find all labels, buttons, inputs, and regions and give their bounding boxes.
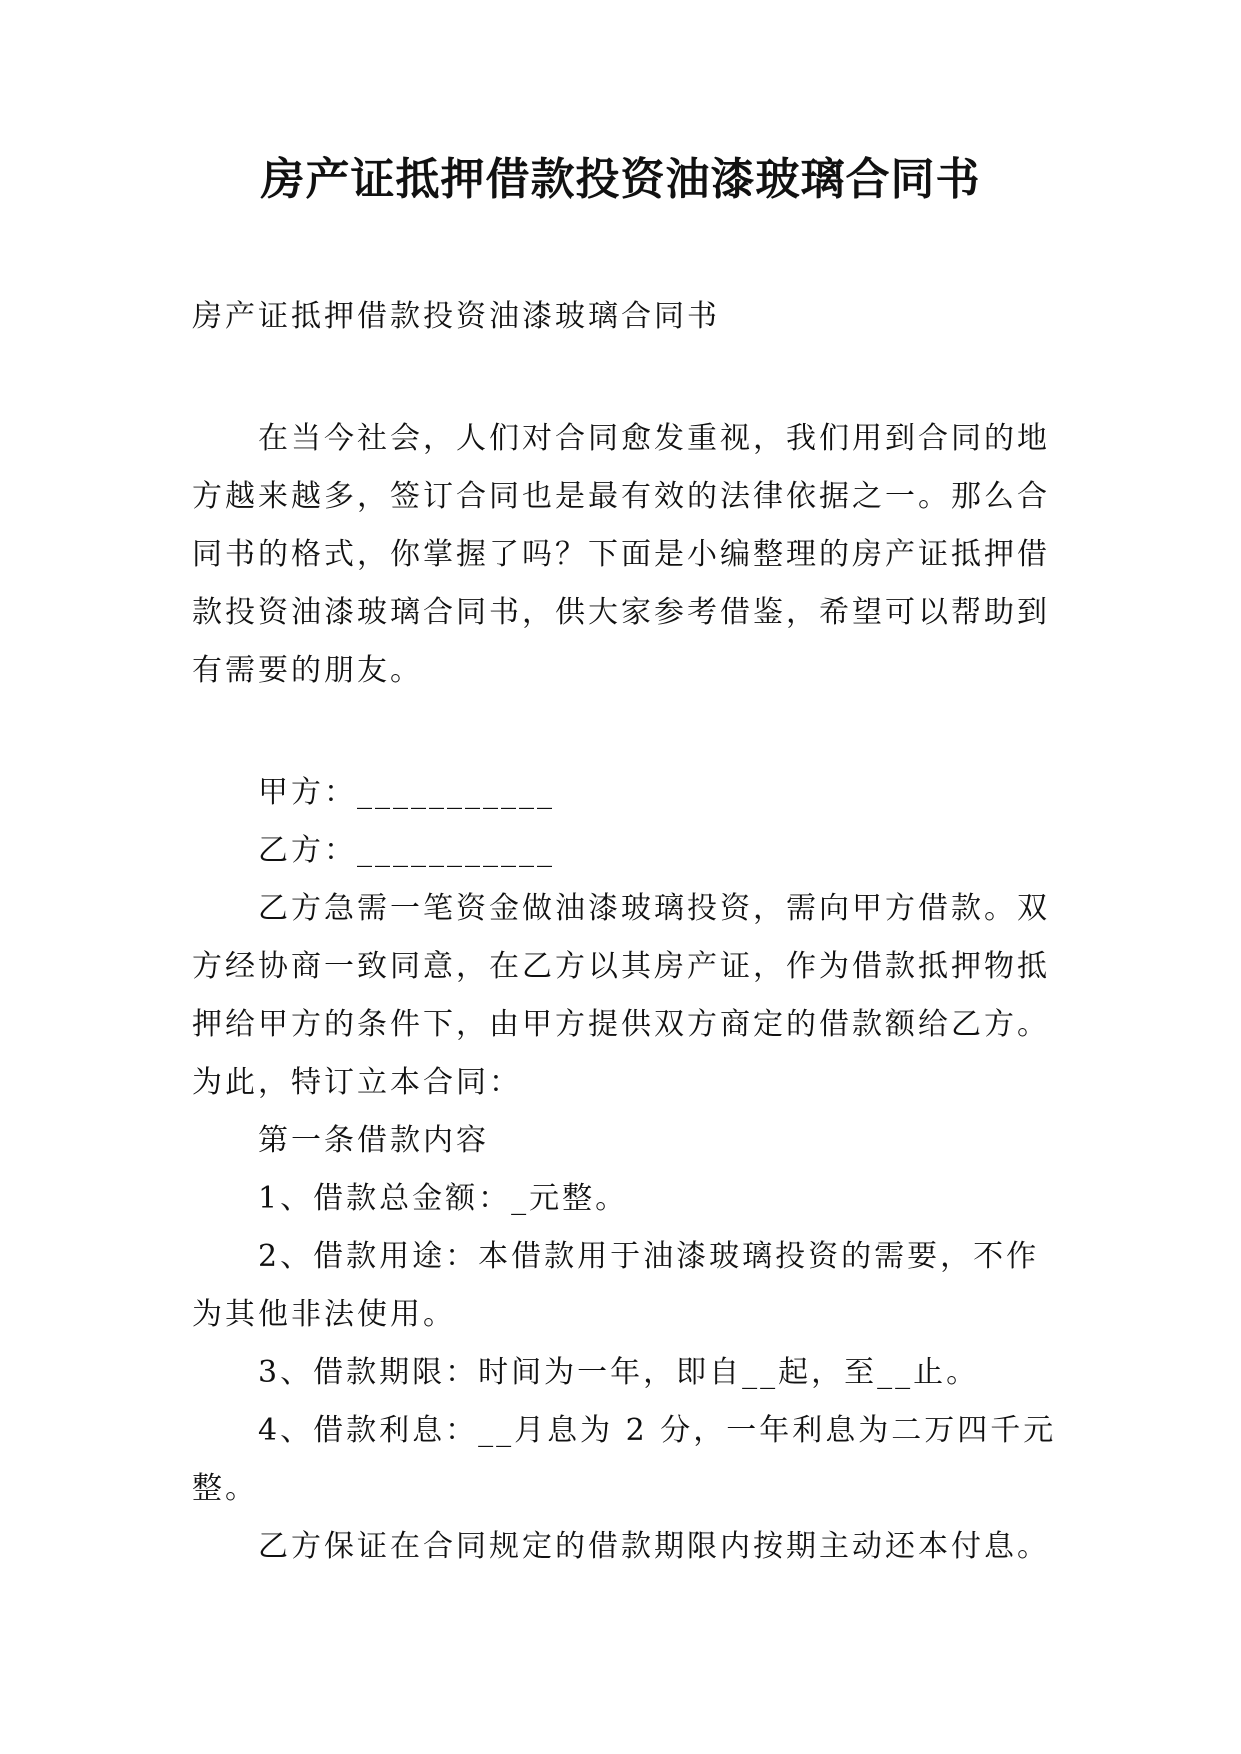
document-title: 房产证抵押借款投资油漆玻璃合同书 xyxy=(260,154,981,205)
clause-4: 4、借款利息：__月息为 2 分，一年利息为二万四千元整。 xyxy=(192,1413,1057,1506)
clause-2: 2、借款用途：本借款用于油漆玻璃投资的需要，不作为其他非法使用。 xyxy=(192,1239,1040,1332)
intro-paragraph: 在当今社会，人们对合同愈发重视，我们用到合同的地方越来越多，签订合同也是最有效的法律依据之一。那么合同书的格式，你掌握了吗？下面是小编整理的房产证抵押借款投资油漆玻璃合同书，供大家参考借鉴，希望可以帮助到有需要的朋友。 xyxy=(192,421,1050,688)
preamble-paragraph: 乙方急需一笔资金做油漆玻璃投资，需向甲方借款。双方经协商一致同意，在乙方以其房产证，作为借款抵押物抵押给甲方的条件下，由甲方提供双方商定的借款额给乙方。为此，特订立本合同： xyxy=(192,891,1050,1100)
clause-1: 1、借款总金额：_元整。 xyxy=(258,1181,629,1216)
document-body xyxy=(192,288,1072,1576)
guarantee-paragraph: 乙方保证在合同规定的借款期限内按期主动还本付息。 xyxy=(258,1529,1050,1564)
party-b-line: 乙方：___________ xyxy=(258,833,555,868)
clause-3: 3、借款期限：时间为一年，即自__起，至__止。 xyxy=(258,1355,980,1390)
document-subtitle: 房产证抵押借款投资油漆玻璃合同书 xyxy=(192,299,720,334)
article-1-heading: 第一条借款内容 xyxy=(258,1123,489,1158)
party-a-line: 甲方：___________ xyxy=(258,775,555,810)
